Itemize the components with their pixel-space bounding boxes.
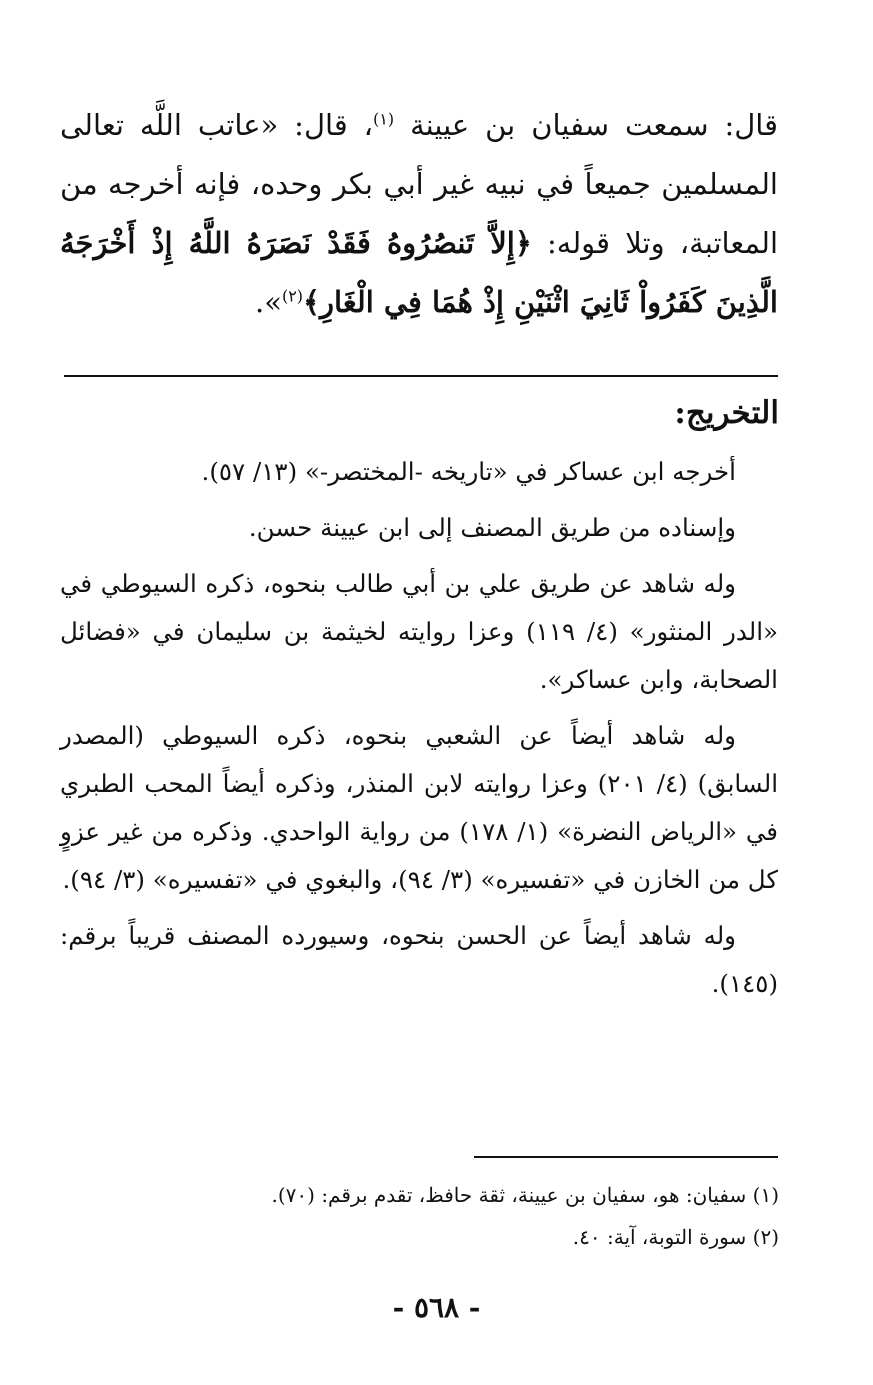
section-divider (64, 375, 778, 377)
takhrij-section (60, 448, 778, 1016)
takhrij-heading: التخريج: (674, 395, 779, 431)
main-intro: قال: سمعت سفيان بن عيينة (410, 108, 778, 142)
footnotes (79, 1174, 779, 1258)
page-number: - ٥٦٨ - (392, 1291, 481, 1324)
takhrij-paragraph: وإسناده من طريق المصنف إلى ابن عيينة حسن. (248, 513, 736, 542)
footnote-rule (474, 1156, 778, 1158)
footnote-ref-1[interactable]: (١) (373, 109, 395, 129)
takhrij-paragraph: وله شاهد أيضاً عن الحسن بنحوه، وسيورده المصنف قريباً برقم: (١٤٥). (60, 921, 778, 998)
main-quote-end: ». (254, 285, 282, 319)
quran-verse: ﴿إِلاَّ تَنصُرُوهُ فَقَدْ نَصَرَهُ اللَّهُ إِذْ أَخْرَجَهُ الَّذِينَ كَفَرُواْ ثَانِيَ اثْنَيْنِ إِذْ هُمَا فِي الْغَارِ﴾ (60, 226, 778, 319)
footnote-1: (١) سفيان: هو، سفيان بن عيينة، ثقة حافظ، تقدم برقم: (٧٠). (271, 1183, 779, 1207)
takhrij-paragraph: أخرجه ابن عساكر في «تاريخه -المختصر-» (١٣/ ٥٧). (201, 457, 736, 486)
takhrij-paragraph: وله شاهد أيضاً عن الشعبي بنحوه، ذكره السيوطي (المصدر السابق) (٤/ ٢٠١) وعزا روايته لابن المنذر، وذكره أيضاً المحب الطبري في «الرياض النضرة» (١/ ١٧٨) من رواية الواحدي. وذكره من غير عزوٍ كل من الخازن في «تفسيره» (٣/ ٩٤)، والبغوي في «تفسيره» (٣/ ٩٤). (60, 721, 779, 894)
main-text (60, 96, 778, 332)
footnote-ref-2[interactable]: (٢) (281, 286, 304, 306)
footnote-2: (٢) سورة التوبة، آية: ٤٠. (572, 1225, 779, 1249)
takhrij-paragraph: وله شاهد عن طريق علي بن أبي طالب بنحوه، ذكره السيوطي في «الدر المنثور» (٤/ ١١٩) وعزا روايته لخيثمة بن سليمان في «فضائل الصحابة، وابن عساكر». (60, 569, 778, 694)
main-quote-start: ، قال: «عاتب اللَّه تعالى المسلمين جميعاً في نبيه غير أبي بكر وحده، فإنه أخرجه من المعاتبة، وتلا قوله: (60, 108, 779, 260)
